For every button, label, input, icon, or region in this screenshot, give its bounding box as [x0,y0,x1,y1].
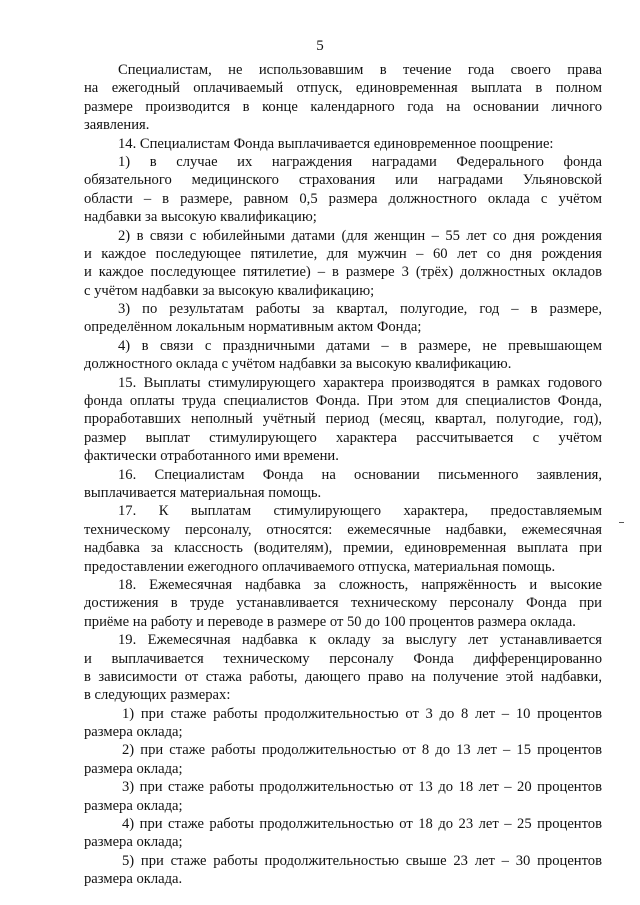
text-line: на ежегодный оплачиваемый отпуск, единовременная выплата в полном [84,80,602,97]
paragraph [84,466,602,503]
text-line: 16. Специалистам Фонда на основании письменного заявления, [118,466,602,483]
paragraph [84,741,602,778]
text-line: 2) при стаже работы продолжительностью от 8 до 13 лет – 15 процентов [122,742,602,759]
text-line: проработавших неполный учётный период (месяц, квартал, полугодие, год), [84,411,602,428]
text-line: надбавка за классность (водителям), премии, единовременная выплата при [84,540,602,557]
text-line: 1) в случае их награждения наградами Федерального фонда [118,153,602,170]
text-line: 18. Ежемесячная надбавка за сложность, напряжённость и высокие [118,576,602,593]
text-line: Специалистам, не использовавшим в течение года своего права [118,62,602,78]
text-line: размера оклада; [84,724,183,741]
paragraph [84,135,602,153]
paragraph [84,576,602,631]
text-line: 19. Ежемесячная надбавка к окладу за выслугу лет устанавливается [118,632,602,649]
text-line: 4) в связи с праздничными датами – в размере, не превышающем [118,337,602,354]
document-body [84,61,602,889]
text-line: и выплачивается техническому персоналу Фонда дифференцированно [84,650,602,667]
text-line: и каждое последующее пятилетие, для мужчин – 60 лет со дня рождения [84,245,602,262]
text-line: размера оклада; [84,834,183,851]
text-line: размере производится в конце календарного года на основании личного [84,98,602,115]
text-line: размера оклада; [84,797,183,814]
text-line: с учётом надбавки за высокую квалификацию; [84,282,375,299]
text-line: в следующих размерах: [84,687,231,704]
text-line: обязательного медицинского страхования или наградами Ульяновской [84,172,602,189]
paragraph [84,300,602,337]
text-line: 1) при стаже работы продолжительностью от 3 до 8 лет – 10 процентов [122,705,602,722]
page-number: 5 [316,38,324,54]
paragraph [84,815,602,852]
paragraph [84,778,602,815]
text-line: в зависимости от стажа работы, дающего право на получение этой надбавки, [84,668,602,685]
text-line: и каждое последующее пятилетие) – в размере 3 (трёх) должностных окладов [84,264,602,281]
paragraph [84,61,602,135]
text-line: 14. Специалистам Фонда выплачивается единовременное поощрение: [118,135,554,152]
text-line: достижения в труде устанавливается техническому персоналу Фонда при [84,595,602,612]
text-line: размера оклада; [84,760,183,777]
paragraph [84,502,602,576]
text-line: области – в размере, равном 0,5 размера должностного оклада с учётом [84,190,602,207]
text-line: 4) при стаже работы продолжительностью от 18 до 23 лет – 25 процентов [122,816,602,833]
paragraph [84,374,602,466]
text-line: размер выплат стимулирующего характера рассчитывается с учётом [84,429,602,446]
text-line: размера оклада. [84,871,183,888]
paragraph [84,153,602,227]
text-line: заявления. [84,117,150,134]
paragraph [84,227,602,301]
text-line: выплачивается материальная помощь. [84,484,322,501]
paragraph [84,337,602,374]
paragraph [84,631,602,705]
text-line: 3) при стаже работы продолжительностью от 13 до 18 лет – 20 процентов [122,779,602,796]
margin-mark [619,522,624,523]
text-line: техническому персоналу, относятся: ежемесячные надбавки, ежемесячная [84,521,602,538]
paragraph [84,705,602,742]
text-line: 17. К выплатам стимулирующего характера, предоставляемым [118,503,602,520]
text-line: надбавки за высокую квалификацию; [84,209,317,226]
text-line: предоставлении ежегодного оплачиваемого отпуска, материальная помощь. [84,558,556,575]
text-line: фактически отработанного ими времени. [84,448,339,465]
text-line: 15. Выплаты стимулирующего характера производятся в рамках годового [118,374,602,391]
text-line: 2) в связи с юбилейными датами (для женщин – 55 лет со дня рождения [118,227,602,244]
text-line: приёме на работу и переводе в размере от 50 до 100 процентов размера оклада. [84,613,576,630]
text-line: 3) по результатам работы за квартал, полугодие, год – в размере, [118,301,602,318]
text-line: 5) при стаже работы продолжительностью свыше 23 лет – 30 процентов [122,852,602,869]
text-line: должностного оклада с учётом надбавки за высокую квалификацию. [84,356,512,373]
paragraph [84,852,602,889]
text-line: определённом локальным нормативным актом Фонда; [84,319,422,336]
text-line: фонда оплаты труда специалистов Фонда. При этом для специалистов Фонда, [84,393,602,410]
